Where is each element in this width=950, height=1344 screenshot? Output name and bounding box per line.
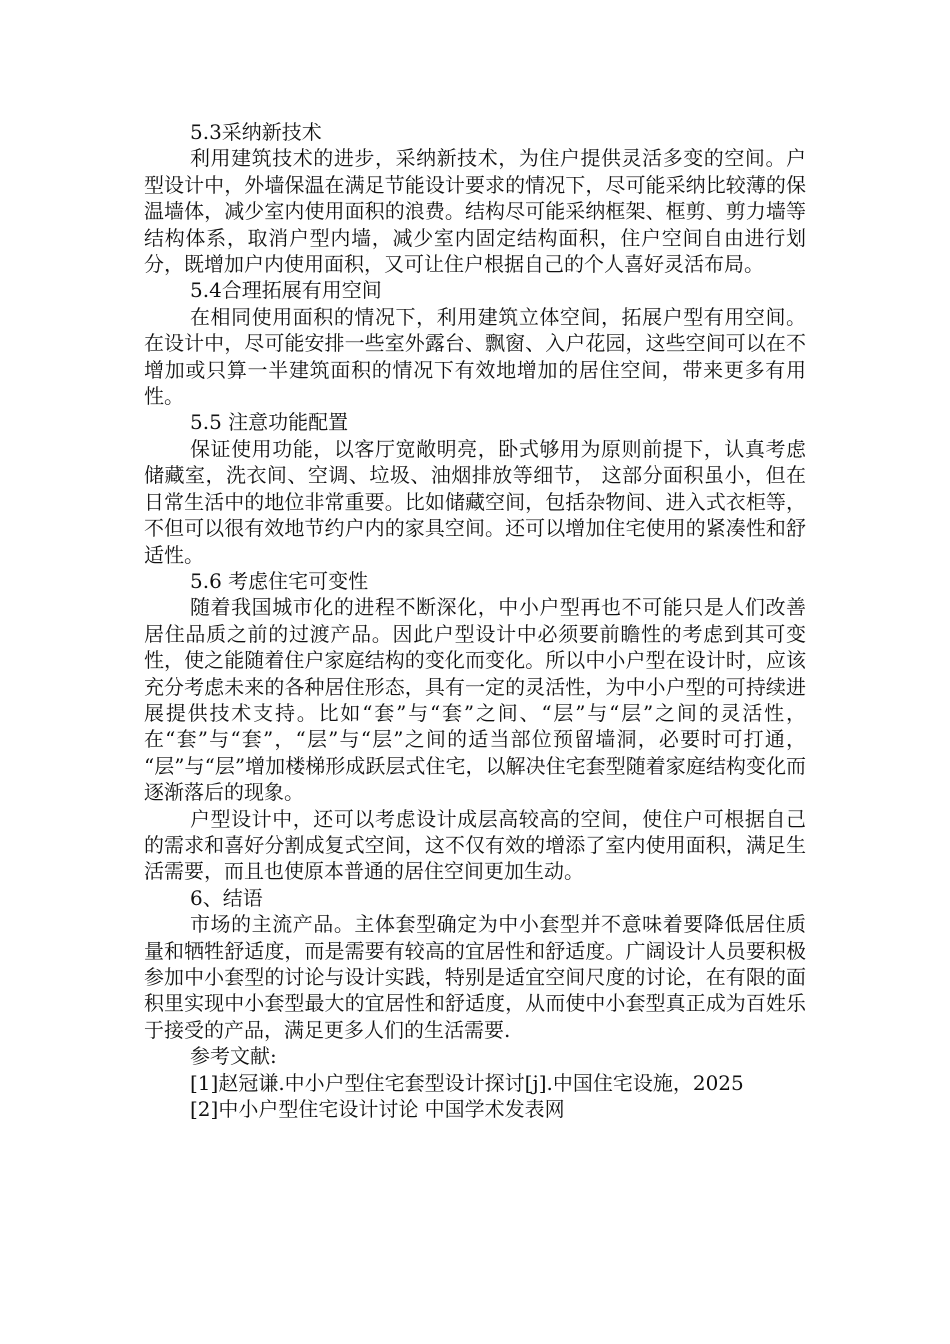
- references-heading: 参考文献:: [190, 1044, 277, 1069]
- paragraph: 在相同使用面积的情况下，利用建筑立体空间，拓展户型有用空间。在设计中，尽可能安排一些室外露台、飘窗、入户花园，这些空间可以在不增加或只算一半建筑面积的情况下有效地增加的居住空间，带来更多有用性。: [144, 304, 806, 409]
- paragraph: 保证使用功能，以客厅宽敞明亮，卧式够用为原则前提下，认真考虑储藏室，洗衣间、空调、垃圾、油烟排放等细节， 这部分面积虽小，但在日常生活中的地位非常重要。比如储藏空间，包括杂物间、进入式衣柜等，不但可以很有效地节约户内的家具空间。还可以增加住宅使用的紧凑性和舒适性。: [144, 436, 806, 567]
- section-5-3: [144, 119, 806, 277]
- section-5-6: [144, 568, 806, 885]
- document-page: [144, 119, 806, 1122]
- section-5-4: [144, 277, 806, 409]
- section-heading: 5.6 考虑住宅可变性: [190, 568, 369, 593]
- section-6-conclusion: [144, 885, 806, 1043]
- paragraph: 户型设计中，还可以考虑设计成层高较高的空间，使住户可根据自己的需求和喜好分割成复式空间，这不仅有效的增添了室内使用面积，满足生活需要，而且也使原本普通的居住空间更加生动。: [144, 806, 806, 884]
- references: [144, 1043, 806, 1122]
- paragraph: 市场的主流产品。主体套型确定为中小套型并不意味着要降低居住质量和牺牲舒适度，而是需要有较高的宜居性和舒适度。广阔设计人员要积极参加中小套型的讨论与设计实践，特别是适宜空间尺度的讨论，在有限的面积里实现中小套型最大的宜居性和舒适度，从而使中小套型真正成为百姓乐于接受的产品，满足更多人们的生活需要.: [144, 912, 806, 1042]
- section-heading: 5.4合理拓展有用空间: [190, 278, 382, 303]
- reference-item: [2]中小户型住宅设计讨论 中国学术发表网: [190, 1097, 565, 1122]
- paragraph: 利用建筑技术的进步，采纳新技术，为住户提供灵活多变的空间。户型设计中，外墙保温在满足节能设计要求的情况下，尽可能采纳比较薄的保温墙体，减少室内使用面积的浪费。结构尽可能采纳框架、框剪、剪力墙等结构体系，取消户型内墙，减少室内固定结构面积，住户空间自由进行划分，既增加户内使用面积，又可让住户根据自己的个人喜好灵活布局。: [144, 146, 806, 277]
- section-heading: 5.5 注意功能配置: [190, 410, 349, 435]
- section-heading: 5.3采纳新技术: [190, 120, 322, 144]
- section-5-5: [144, 409, 806, 567]
- paragraph: 随着我国城市化的进程不断深化，中小户型再也不可能只是人们改善居住品质之前的过渡产品。因此户型设计中必须要前瞻性的考虑到其可变性，使之能随着住户家庭结构的变化而变化。所以中小户型在设计时，应该充分考虑未来的各种居住形态，具有一定的灵活性，为中小户型的可持续进展提供技术支持。比如“套”与“套”之间、“层”与“层”之间的灵活性，在“套”与“套”，“层”与“层”之间的适当部位预留墙洞，必要时可打通， “层”与“层”增加楼梯形成跃层式住宅，以解决住宅套型随着家庭结构变化而逐渐落后的现象。: [144, 595, 806, 805]
- section-heading: 6、结语: [190, 885, 263, 910]
- reference-item: [1]赵冠谦.中小户型住宅套型设计探讨[j].中国住宅设施，2025: [190, 1070, 744, 1095]
